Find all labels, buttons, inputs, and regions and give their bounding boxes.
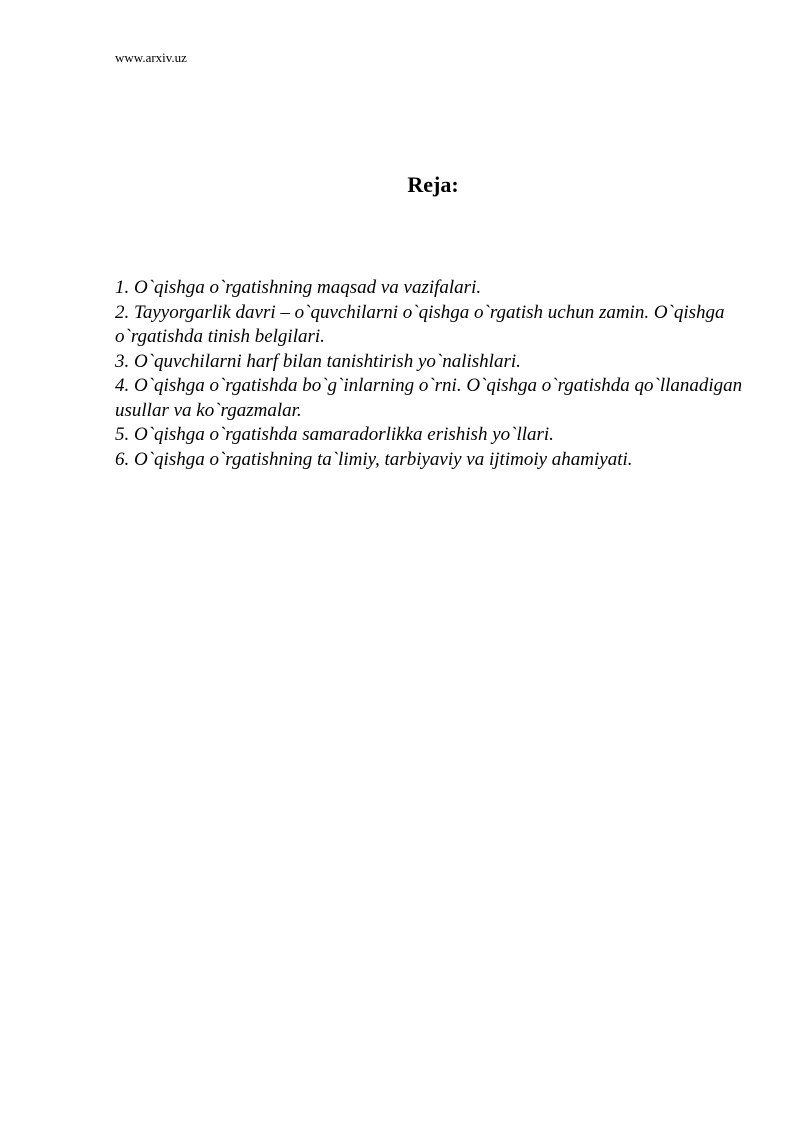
list-item	[115, 448, 755, 473]
item-text: O`qishga o`rgatishda samaradorlikka erishish yo`llari.	[134, 424, 554, 445]
item-text: O`qishga o`rgatishda bo`g`inlarning o`rni. O`qishga o`rgatishda qo`llanadigan usullar va ko`rgazmalar.	[115, 375, 743, 421]
item-number: 5.	[115, 424, 130, 445]
item-text: O`qishga o`rgatishning maqsad va vazifalari.	[134, 277, 482, 298]
page-title: Reja:	[407, 172, 459, 197]
list-item	[115, 276, 755, 301]
item-number: 3.	[115, 350, 130, 372]
plan-list	[115, 276, 755, 472]
list-item	[115, 423, 755, 448]
item-number: 6.	[115, 448, 130, 470]
item-text: O`quvchilarni harf bilan tanishtirish yo`nalishlari.	[134, 350, 521, 372]
item-text: Tayyorgarlik davri – o`quvchilarni o`qishga o`rgatish uchun zamin. O`qishga o`rgatishda tinish belgilari.	[115, 301, 725, 347]
list-item	[115, 350, 755, 375]
list-item	[115, 374, 755, 423]
item-number: 2.	[115, 301, 130, 323]
site-header-link: www.arxiv.uz	[115, 50, 187, 65]
item-text: O`qishga o`rgatishning ta`limiy, tarbiyaviy va ijtimoiy ahamiyati.	[134, 448, 633, 470]
list-item	[115, 301, 755, 350]
item-number: 4.	[115, 375, 130, 396]
item-number: 1.	[115, 277, 130, 298]
